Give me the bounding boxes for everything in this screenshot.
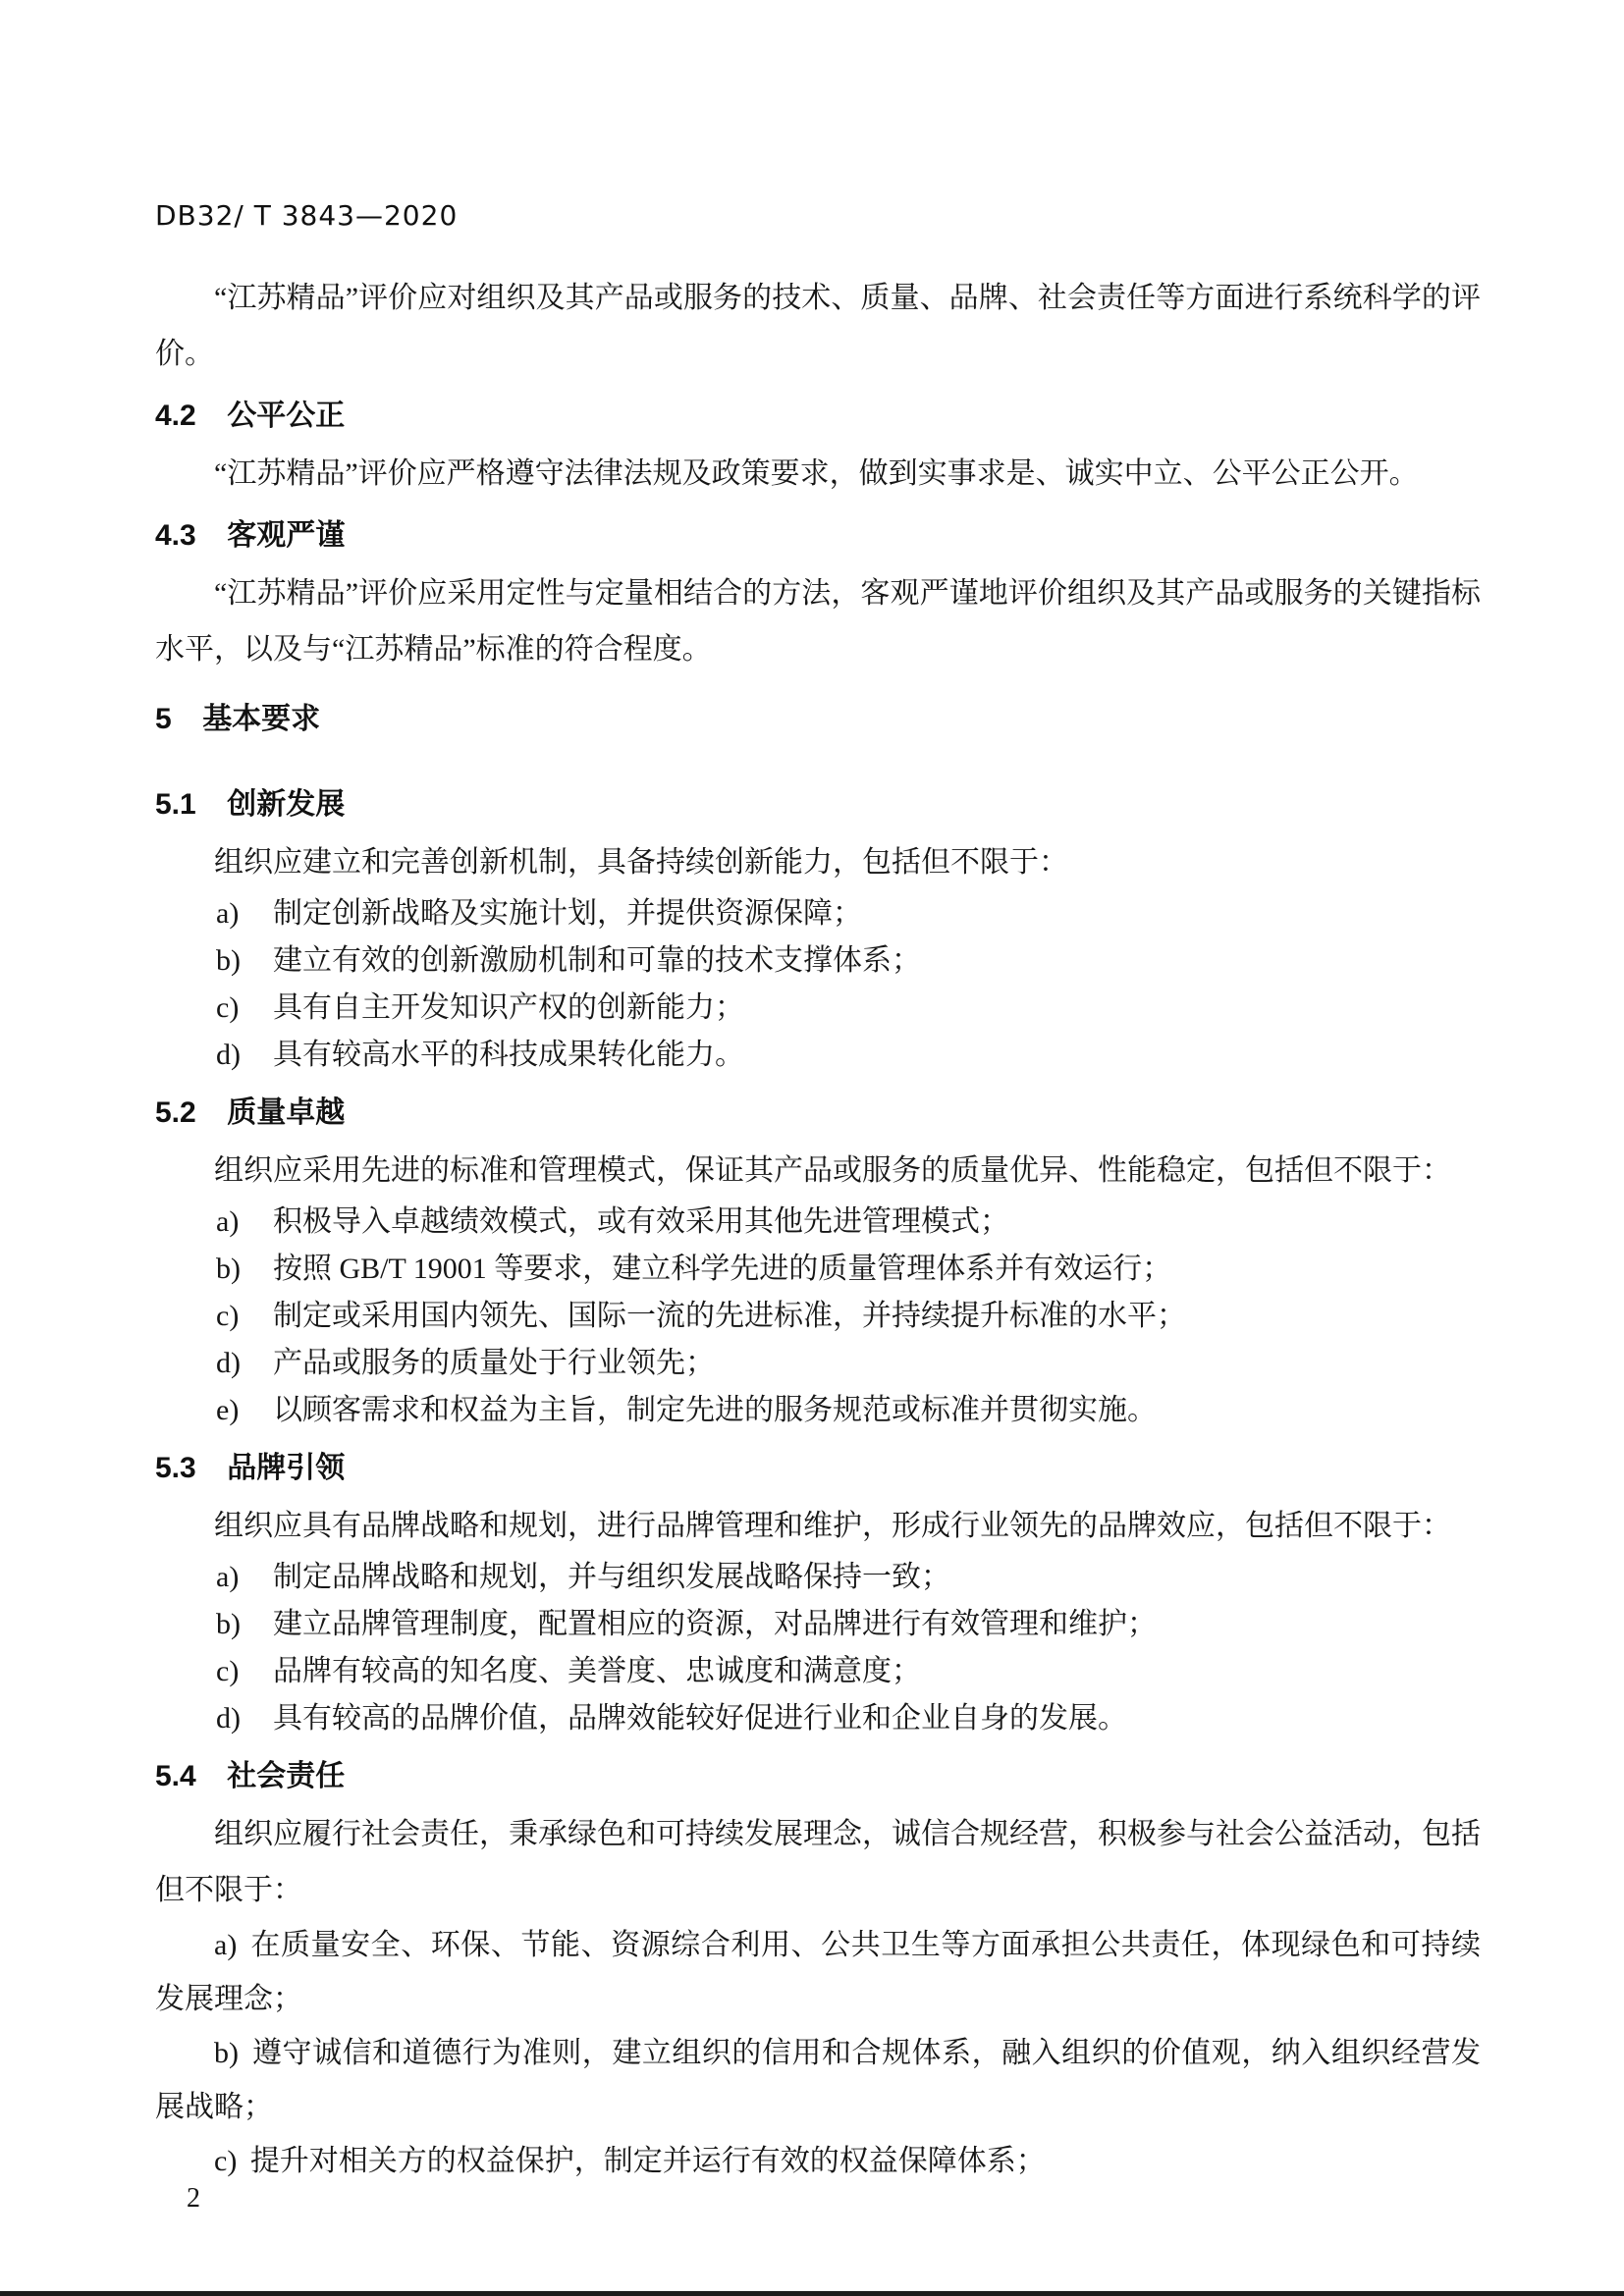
- clause-text: 积极导入卓越绩效模式，或有效采用其他先进管理模式；: [273, 1205, 1009, 1238]
- section-number: 4.2: [155, 400, 196, 432]
- clause-text: 具有较高的品牌价值，品牌效能较好促进行业和企业自身的发展。: [273, 1702, 1127, 1735]
- clause-text: 建立品牌管理制度，配置相应的资源，对品牌进行有效管理和维护；: [273, 1608, 1157, 1640]
- body-paragraph: 组织应采用先进的标准和管理模式，保证其产品或服务的质量优异、性能稳定，包括但不限于：: [214, 1154, 1451, 1187]
- section-number: 5.4: [155, 1760, 196, 1792]
- clause-text: 制定创新战略及实施计划，并提供资源保障；: [273, 897, 862, 930]
- body-paragraph: “江苏精品”评价应对组织及其产品或服务的技术、质量、品牌、社会责任等方面进行系统科学的评价。: [155, 282, 1481, 370]
- clause-label: c): [216, 1300, 240, 1332]
- clause-label: b): [216, 944, 241, 977]
- body-paragraph: 组织应具有品牌战略和规划，进行品牌管理和维护，形成行业领先的品牌效应，包括但不限于：: [214, 1510, 1451, 1542]
- body-paragraph: 组织应建立和完善创新机制，具备持续创新能力，包括但不限于：: [214, 846, 1068, 879]
- section-title: 公平公正: [227, 400, 346, 432]
- clause-label: a): [214, 1929, 238, 1961]
- clause-label: a): [216, 1561, 240, 1593]
- body-paragraph: 组织应履行社会责任，秉承绿色和可持续发展理念，诚信合规经营，积极参与社会公益活动，包括但不限于：: [155, 1818, 1481, 1906]
- clause-label: d): [216, 1702, 241, 1735]
- labeled-paragraph: [155, 2026, 1481, 2134]
- section-title: 质量卓越: [227, 1096, 346, 1129]
- clause-text: 产品或服务的质量处于行业领先；: [273, 1347, 715, 1379]
- section-heading: [155, 776, 1481, 832]
- section-title: 社会责任: [227, 1760, 346, 1792]
- section-heading: [155, 507, 1481, 563]
- clause-list-item: [155, 937, 1481, 985]
- clause-text: 按照 GB/T 19001 等要求，建立科学先进的质量管理体系并有效运行；: [273, 1253, 1172, 1285]
- clause-list-item: [155, 985, 1481, 1032]
- clause-label: d): [216, 1347, 241, 1379]
- section-title: 客观严谨: [227, 519, 346, 552]
- page-number: 2: [187, 2183, 200, 2214]
- clause-label: c): [216, 1655, 240, 1687]
- standard-code-header: DB32/ T 3843—2020: [155, 199, 459, 232]
- clause-text: 制定品牌战略和规划，并与组织发展战略保持一致；: [273, 1561, 950, 1593]
- clause-list-item: [155, 1340, 1481, 1387]
- section-heading: [155, 1085, 1481, 1141]
- clause-text: 具有自主开发知识产权的创新能力；: [273, 991, 744, 1024]
- clause-label: b): [214, 2037, 239, 2069]
- scan-edge-artifact: [0, 2291, 1624, 2296]
- clause-list-item: [155, 1199, 1481, 1246]
- clause-text: 在质量安全、环保、节能、资源综合利用、公共卫生等方面承担公共责任，体现绿色和可持续发展理念；: [155, 1929, 1481, 2015]
- section-number: 5.2: [155, 1096, 196, 1129]
- clause-list: [155, 1199, 1481, 1434]
- clause-text: 遵守诚信和道德行为准则，建立组织的信用和合规体系，融入组织的价值观，纳入组织经营发展战略；: [155, 2037, 1481, 2123]
- clause-list-item: [155, 1293, 1481, 1340]
- clause-text: 具有较高水平的科技成果转化能力。: [273, 1039, 744, 1071]
- section-title: 品牌引领: [227, 1452, 346, 1484]
- clause-list-item: [155, 1601, 1481, 1648]
- section-heading: [155, 691, 1481, 747]
- clause-text: 制定或采用国内领先、国际一流的先进标准，并持续提升标准的水平；: [273, 1300, 1186, 1332]
- clause-label: b): [216, 1253, 241, 1285]
- clause-list-item: [155, 1695, 1481, 1742]
- clause-list: [155, 890, 1481, 1079]
- section-number: 5.1: [155, 788, 196, 821]
- section-number: 5: [155, 703, 172, 735]
- section-title: 基本要求: [202, 703, 321, 735]
- clause-label: d): [216, 1039, 241, 1071]
- section-heading: [155, 388, 1481, 444]
- clause-text: 品牌有较高的知名度、美誉度、忠诚度和满意度；: [273, 1655, 921, 1687]
- clause-list-item: [155, 1648, 1481, 1695]
- clause-list-item: [155, 890, 1481, 937]
- body-paragraph: “江苏精品”评价应采用定性与定量相结合的方法，客观严谨地评价组织及其产品或服务的关键指标水平，以及与“江苏精品”标准的符合程度。: [155, 577, 1481, 666]
- clause-list-item: [155, 1387, 1481, 1434]
- section-number: 4.3: [155, 519, 196, 552]
- clause-list-item: [155, 1246, 1481, 1293]
- clause-list: [155, 1554, 1481, 1742]
- clause-label: b): [216, 1608, 241, 1640]
- clause-text: 建立有效的创新激励机制和可靠的技术支撑体系；: [273, 944, 921, 977]
- clause-label: c): [216, 991, 240, 1024]
- document-content: [155, 270, 1481, 2188]
- section-heading: [155, 1440, 1481, 1496]
- clause-label: e): [216, 1394, 240, 1426]
- clause-text: 以顾客需求和权益为主旨，制定先进的服务规范或标准并贯彻实施。: [273, 1394, 1157, 1426]
- clause-list-item: [155, 1554, 1481, 1601]
- labeled-paragraph: [155, 2134, 1481, 2188]
- clause-label: a): [216, 897, 240, 930]
- body-paragraph: “江苏精品”评价应严格遵守法律法规及政策要求，做到实事求是、诚实中立、公平公正公开。: [214, 457, 1419, 490]
- clause-label: a): [216, 1205, 240, 1238]
- clause-list-item: [155, 1032, 1481, 1079]
- clause-text: 提升对相关方的权益保护，制定并运行有效的权益保障体系；: [249, 2145, 1046, 2177]
- labeled-paragraph: [155, 1918, 1481, 2026]
- clause-label: c): [214, 2145, 238, 2177]
- section-title: 创新发展: [227, 788, 346, 821]
- section-number: 5.3: [155, 1452, 196, 1484]
- section-heading: [155, 1748, 1481, 1804]
